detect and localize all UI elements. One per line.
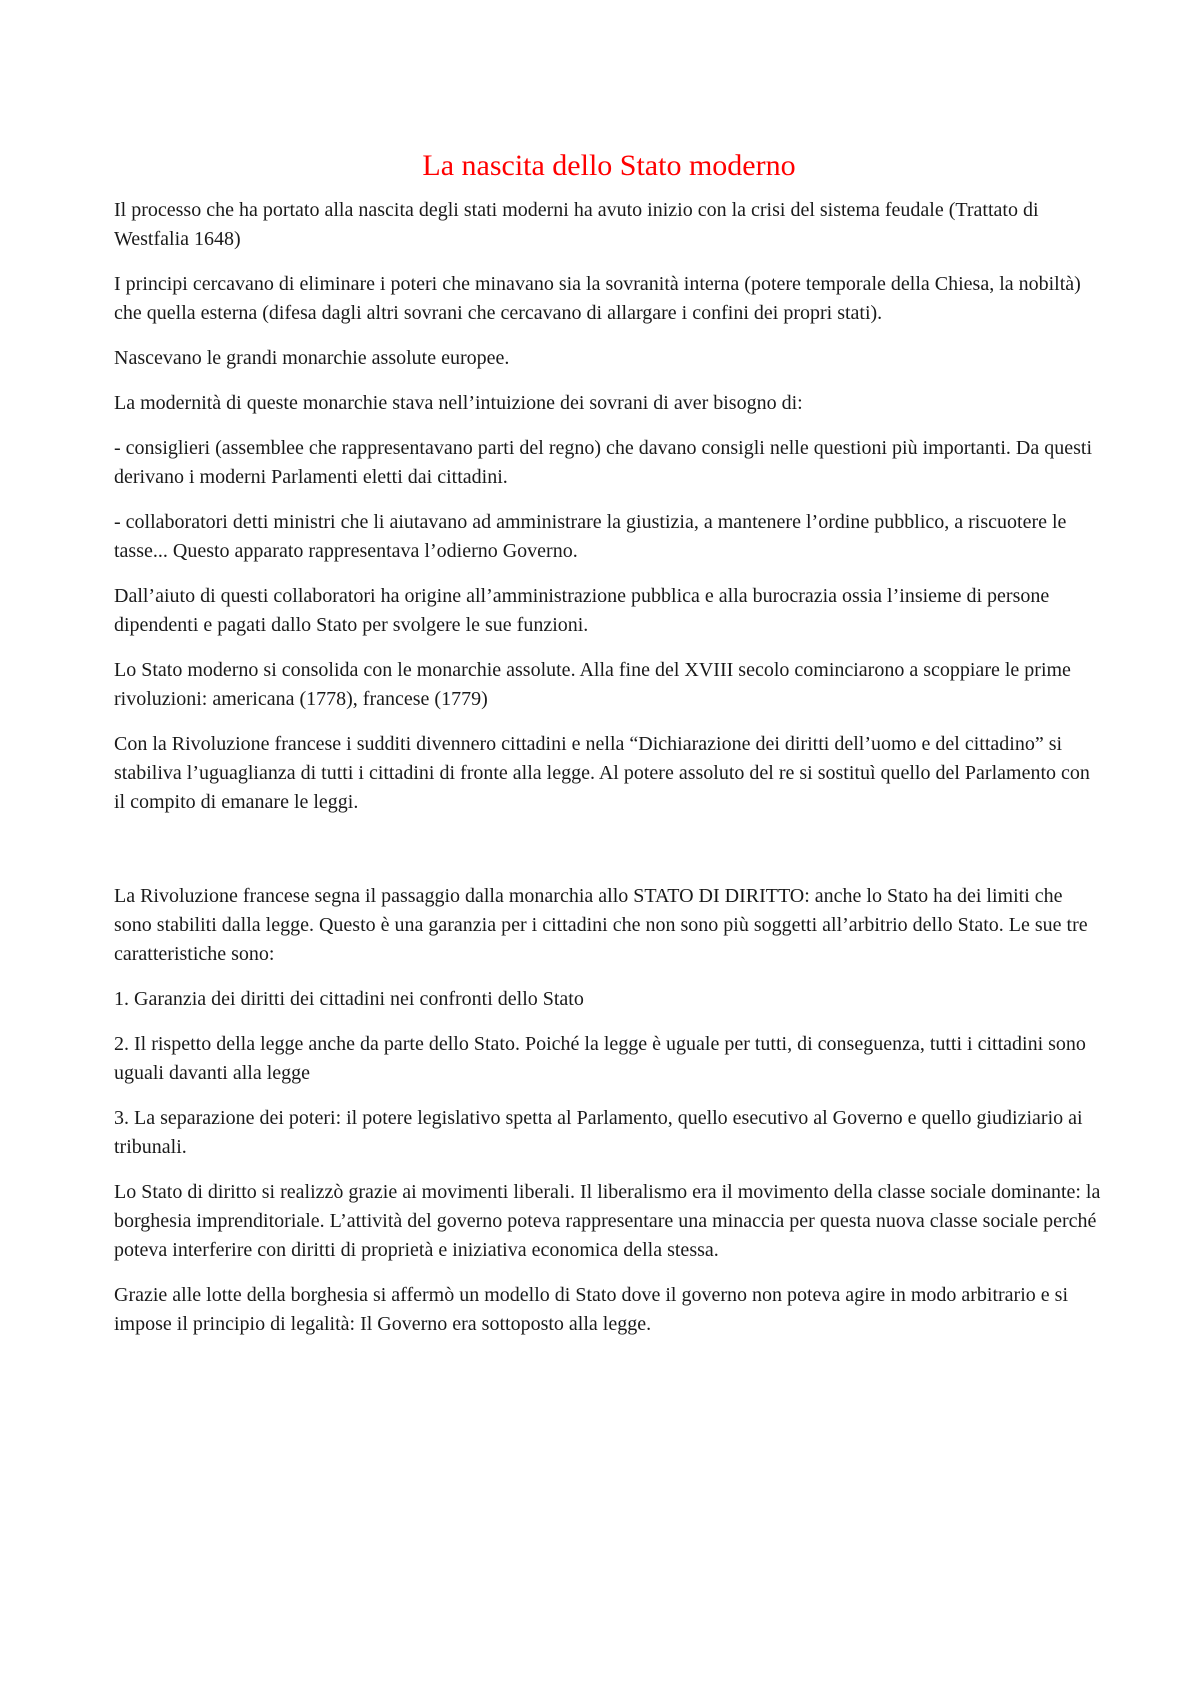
blank-line (114, 833, 1104, 882)
list-item: 1. Garanzia dei diritti dei cittadini nei confronti dello Stato (114, 988, 584, 1010)
document-body (114, 140, 1104, 1355)
paragraph: La modernità di queste monarchie stava nell’intuizione dei sovrani di aver bisogno di: (114, 392, 803, 414)
paragraph: Con la Rivoluzione francese i sudditi divennero cittadini e nella “Dichiarazione dei diritti dell’uomo e del cittadino” si stabiliva l’uguaglianza di tutti i cittadini di fronte alla legge. Al potere assoluto del re si sostituì quello del Parlamento con il compito di emanare le leggi. (114, 733, 1090, 813)
paragraph: Nascevano le grandi monarchie assolute europee. (114, 347, 510, 369)
list-item: - consiglieri (assemblee che rappresentavano parti del regno) che davano consigli nelle questioni più importanti. Da questi derivano i moderni Parlamenti eletti dai cittadini. (114, 437, 1093, 488)
paragraph: Il processo che ha portato alla nascita degli stati moderni ha avuto inizio con la crisi del sistema feudale (Trattato di Westfalia 1648) (114, 199, 1039, 250)
paragraph: Lo Stato di diritto si realizzò grazie ai movimenti liberali. Il liberalismo era il movimento della classe sociale dominante: la borghesia imprenditoriale. L’attività del governo poteva rappresentare una minaccia per questa nuova classe sociale perché poteva interferire con diritti di proprietà e iniziativa economica della stessa. (114, 1181, 1101, 1261)
paragraph: Grazie alle lotte della borghesia si affermò un modello di Stato dove il governo non poteva agire in modo arbitrario e si impose il principio di legalità: Il Governo era sottoposto alla legge. (114, 1284, 1068, 1335)
page-title: La nascita dello Stato moderno (422, 149, 796, 182)
list-item: 3. La separazione dei poteri: il potere legislativo spetta al Parlamento, quello esecutivo al Governo e quello giudiziario ai tribunali. (114, 1107, 1083, 1158)
paragraph: I principi cercavano di eliminare i poteri che minavano sia la sovranità interna (potere temporale della Chiesa, la nobiltà) che quella esterna (difesa dagli altri sovrani che cercavano di allargare i confini dei propri stati). (114, 273, 1081, 324)
list-item: - collaboratori detti ministri che li aiutavano ad amministrare la giustizia, a mantenere l’ordine pubblico, a riscuotere le tasse... Questo apparato rappresentava l’odierno Governo. (114, 511, 1067, 562)
list-item: 2. Il rispetto della legge anche da parte dello Stato. Poiché la legge è uguale per tutti, di conseguenza, tutti i cittadini sono uguali davanti alla legge (114, 1033, 1086, 1084)
paragraph: Dall’aiuto di questi collaboratori ha origine all’amministrazione pubblica e alla burocrazia ossia l’insieme di persone dipendenti e pagati dallo Stato per svolgere le sue funzioni. (114, 585, 1050, 636)
paragraph: La Rivoluzione francese segna il passaggio dalla monarchia allo STATO DI DIRITTO: anche lo Stato ha dei limiti che sono stabiliti dalla legge. Questo è una garanzia per i cittadini che non sono più soggetti all’arbitrio dello Stato. Le sue tre caratteristiche sono: (114, 885, 1088, 965)
paragraph: Lo Stato moderno si consolida con le monarchie assolute. Alla fine del XVIII secolo cominciarono a scoppiare le prime rivoluzioni: americana (1778), francese (1779) (114, 659, 1071, 710)
